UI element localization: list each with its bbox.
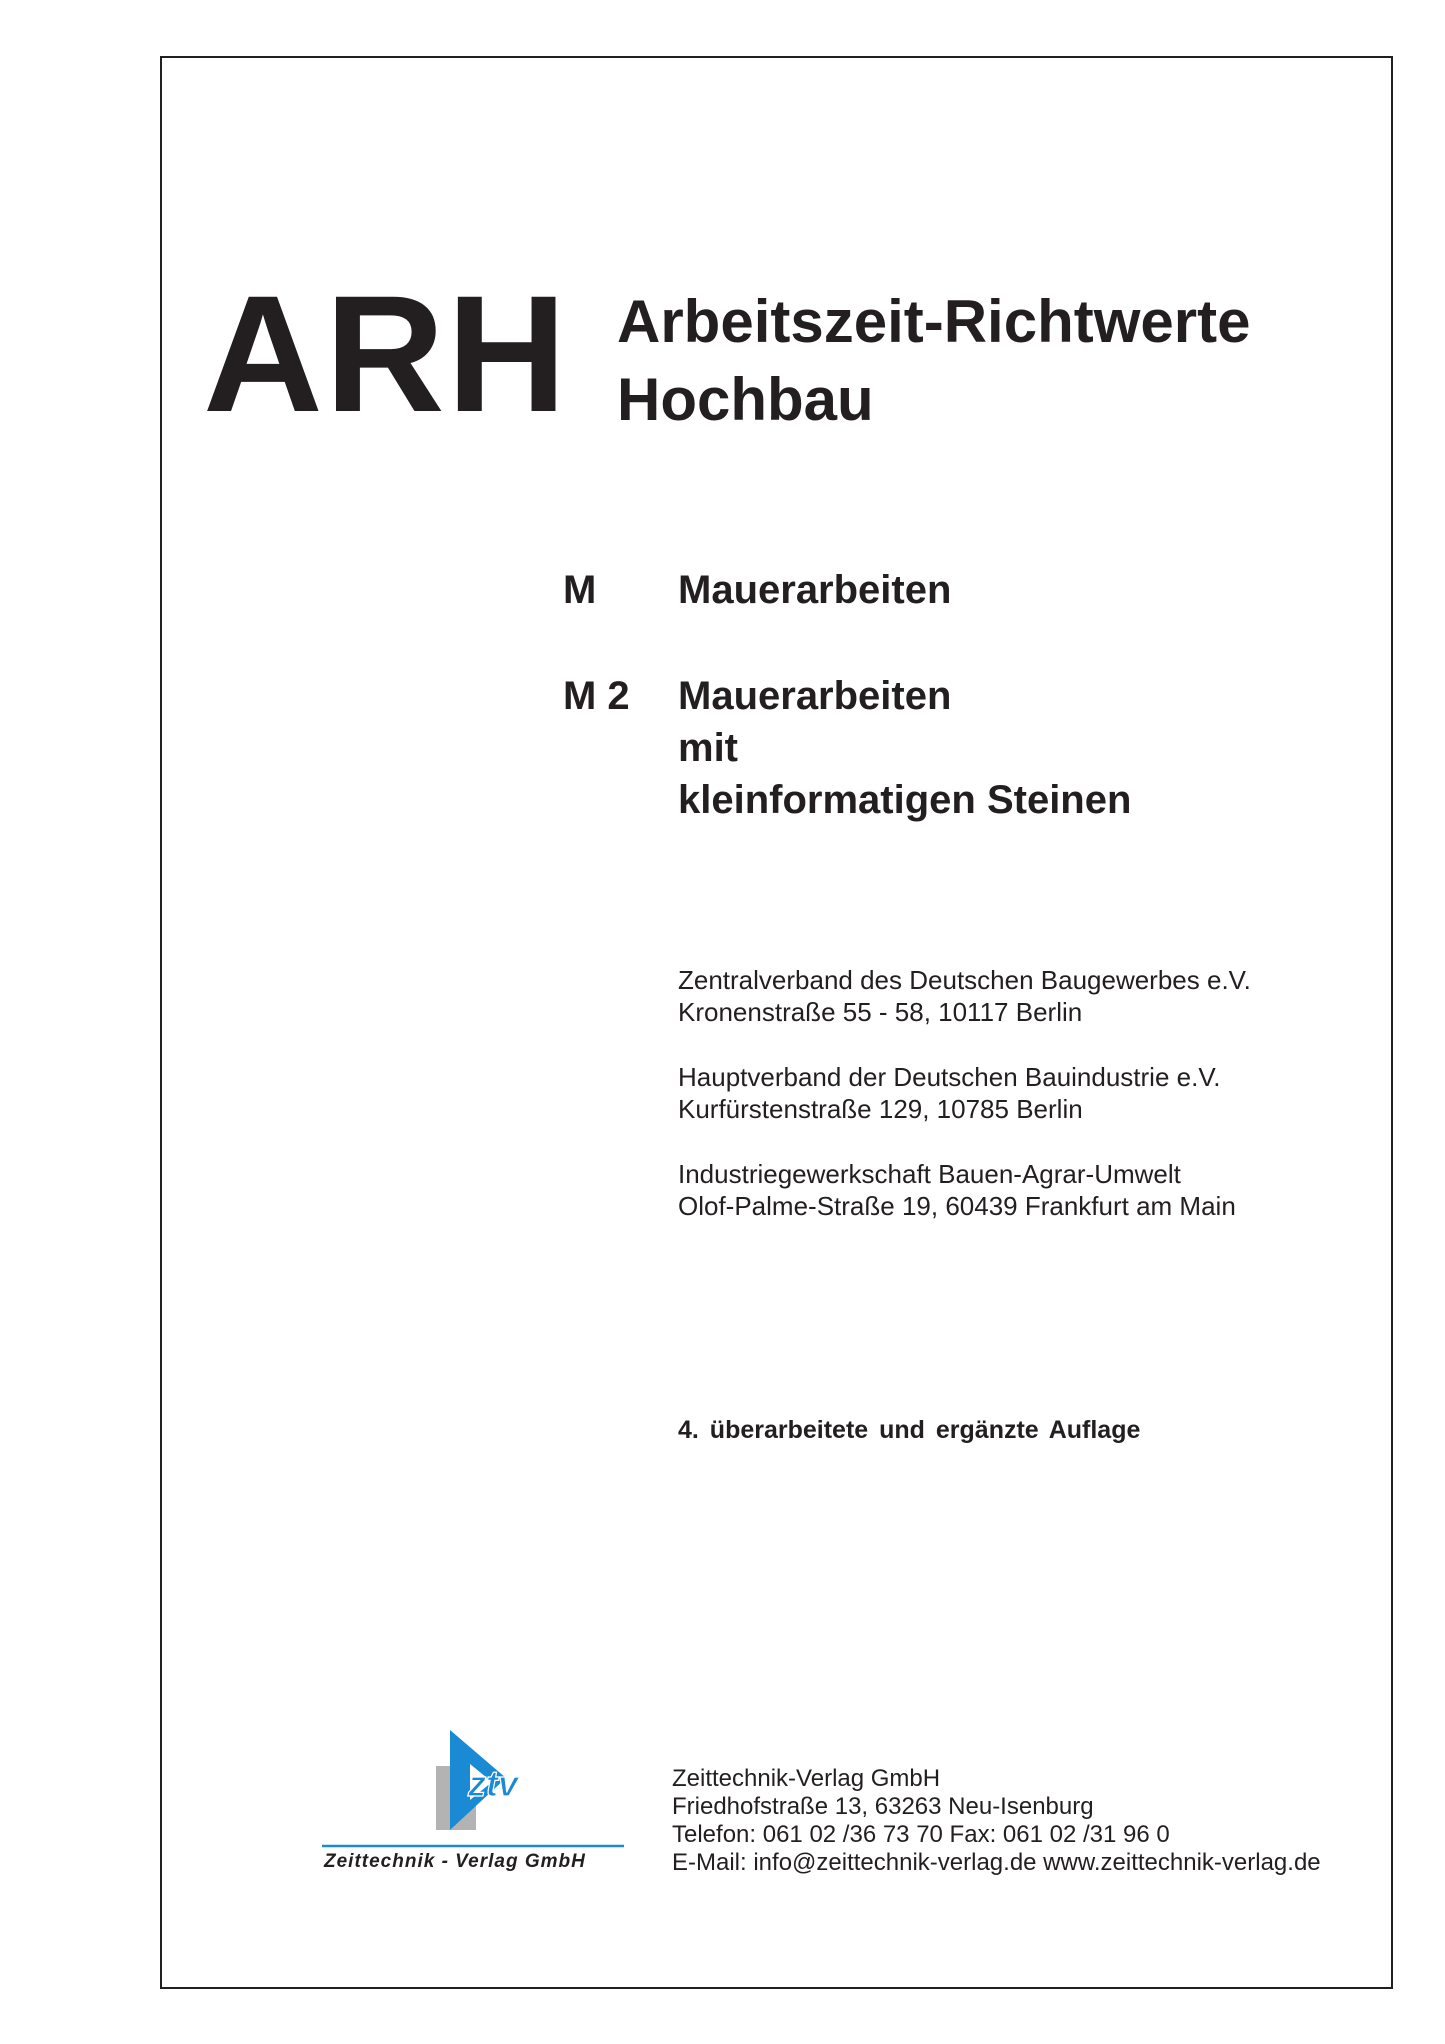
section-code-m: M [563,568,597,612]
publisher-logo [320,1720,630,1880]
org-2-name: Hauptverband der Deutschen Bauindustrie e.V. [678,1062,1221,1092]
publisher-street: Friedhofstraße 13, 63263 Neu-Isenburg [672,1793,1094,1820]
org-2-address: Kurfürstenstraße 129, 10785 Berlin [678,1094,1083,1124]
publisher-email-web: E-Mail: info@zeittechnik-verlag.de www.zeittechnik-verlag.de [672,1849,1321,1876]
org-3-name: Industriegewerkschaft Bauen-Agrar-Umwelt [678,1159,1181,1189]
section-title-m: Mauerarbeiten [678,568,952,612]
publisher-phone-fax: Telefon: 061 02 /36 73 70 Fax: 061 02 /31 96 0 [672,1821,1170,1848]
org-1-address: Kronenstraße 55 - 58, 10117 Berlin [678,997,1083,1027]
title-abbreviation: ARH [203,262,569,447]
section-code-m2: M 2 [563,674,630,718]
org-1-name: Zentralverband des Deutschen Baugewerbes e.V. [678,965,1251,995]
section-title-m2-line-3: kleinformatigen Steinen [678,778,1132,822]
logo-company-name: Zeittechnik - Verlag GmbH [324,1851,586,1872]
logo-mark-text: ztv [468,1763,519,1804]
edition-note: 4. überarbeitete und ergänzte Auflage [678,1416,1141,1444]
section-title-m2-line-2: mit [678,726,738,770]
section-title-m2-line-1: Mauerarbeiten [678,674,952,718]
title-line-2: Hochbau [617,366,874,433]
publisher-name: Zeittechnik-Verlag GmbH [672,1765,941,1792]
ztv-logo-icon [320,1720,630,1850]
org-3-address: Olof-Palme-Straße 19, 60439 Frankfurt am Main [678,1191,1236,1221]
title-line-1: Arbeitszeit-Richtwerte [617,288,1251,355]
